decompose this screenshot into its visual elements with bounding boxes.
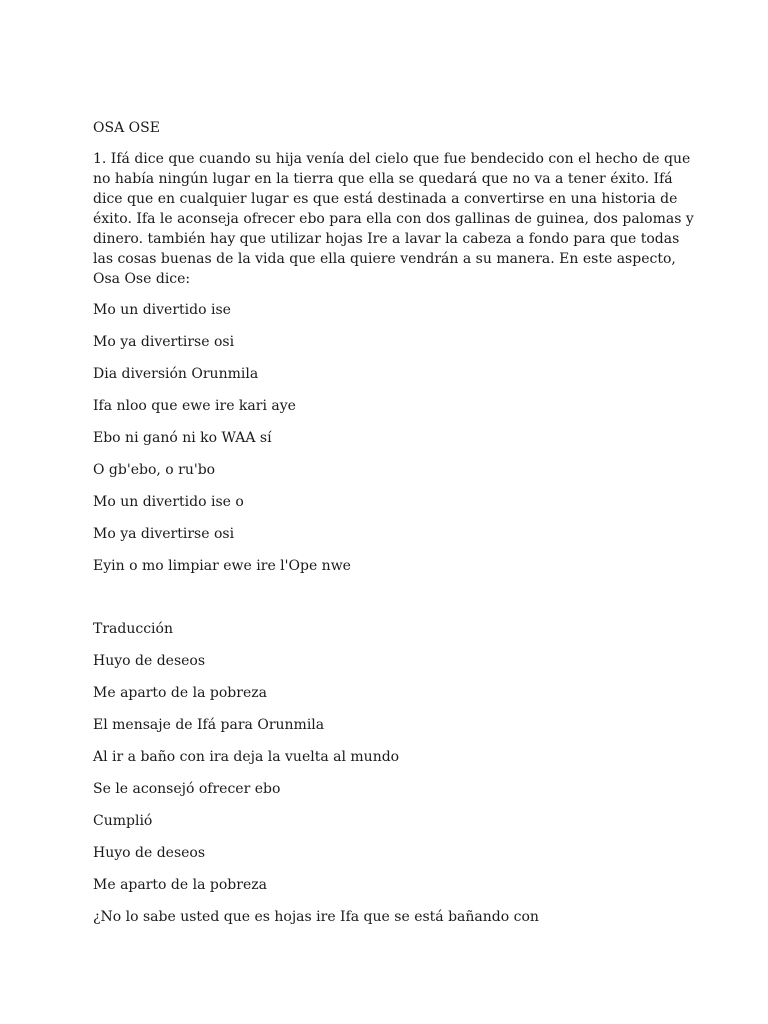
translation-line: Se le aconsejó ofrecer ebo	[93, 781, 281, 797]
verse-line: Mo ya divertirse osi	[93, 334, 235, 350]
translation-line: ¿No lo sabe usted que es hojas ire Ifa que se está bañando con	[93, 909, 539, 925]
verse-line: Dia diversión Orunmila	[93, 366, 259, 382]
section-spacer	[93, 588, 703, 619]
translation-line: Al ir a baño con ira deja la vuelta al mundo	[93, 749, 400, 765]
verse-line: Ifa nloo que ewe ire kari aye	[93, 398, 296, 414]
translation-line: Huyo de deseos	[93, 845, 206, 861]
verse-line: O gb'ebo, o ru'bo	[93, 462, 216, 478]
verse-line: Mo un divertido ise o	[93, 494, 244, 510]
translation-line: Cumplió	[93, 813, 153, 829]
document-page	[93, 118, 703, 939]
translation-line: Huyo de deseos	[93, 653, 206, 669]
translation-heading: Traducción	[93, 621, 173, 637]
verse-line: Eyin o mo limpiar ewe ire l'Ope nwe	[93, 558, 351, 574]
translation-line: Me aparto de la pobreza	[93, 685, 267, 701]
translation-line: El mensaje de Ifá para Orunmila	[93, 717, 325, 733]
translation-line: Me aparto de la pobreza	[93, 877, 267, 893]
verse-line: Mo un divertido ise	[93, 302, 231, 318]
verse-line: Ebo ni ganó ni ko WAA sí	[93, 430, 272, 446]
verse-line: Mo ya divertirse osi	[93, 526, 235, 542]
intro-paragraph: 1. Ifá dice que cuando su hija venía del cielo que fue bendecido con el hecho de que no había ningún lugar en la tierra que ella se quedará que no va a tener éxito. Ifá dice que en cualquier lugar es que está destinada a convertirse en una historia de éxito. Ifa le aconseja ofrecer ebo para ella con dos gallinas de guinea, dos palomas y dinero. también hay que utilizar hojas Ire a lavar la cabeza a fondo para que todas las cosas buenas de la vida que ella quiere vendrán a su manera. En este aspecto, Osa Ose dice:	[93, 151, 694, 287]
document-title: OSA OSE	[93, 120, 160, 136]
